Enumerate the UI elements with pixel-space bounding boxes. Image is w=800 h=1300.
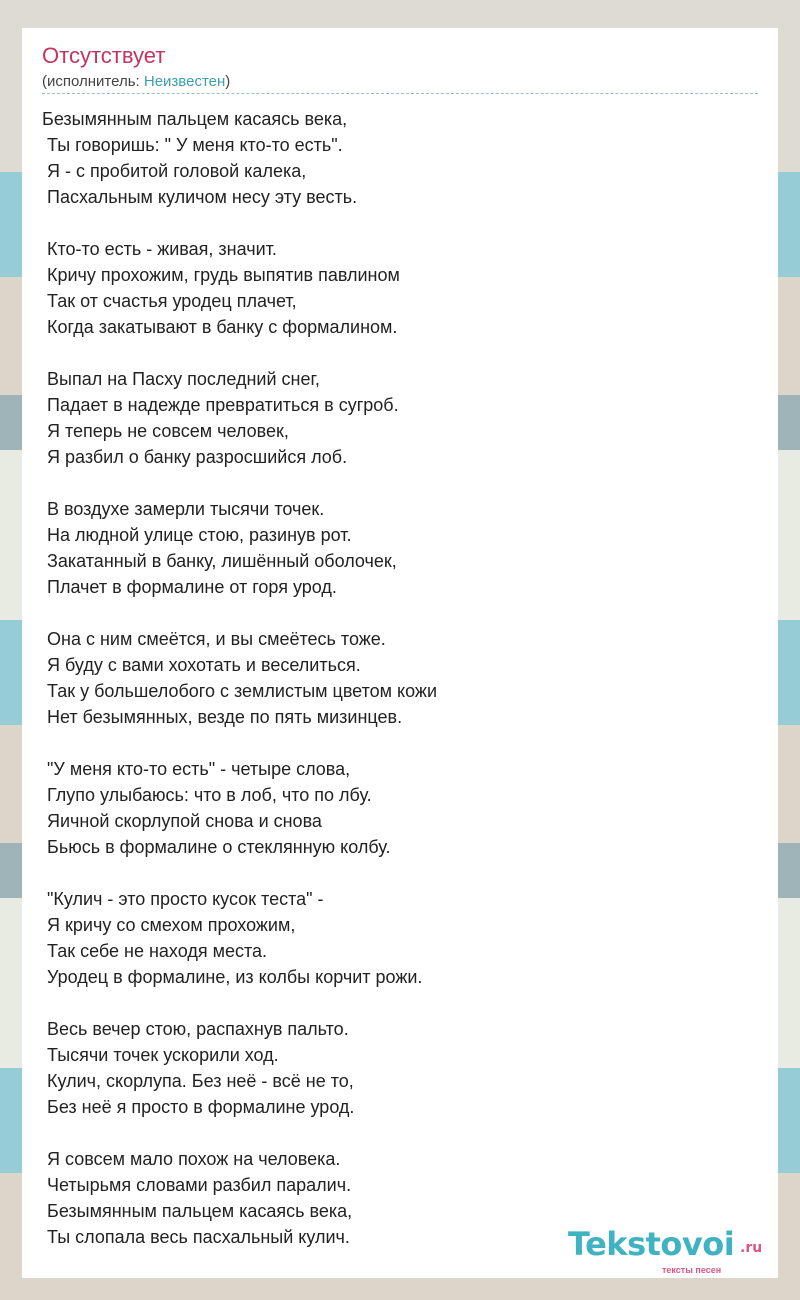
artist-label: (исполнитель:: [42, 73, 144, 90]
lyrics-line: Ты говоришь: " У меня кто-то есть".: [42, 135, 343, 155]
lyrics-line: Так себе не находя места.: [42, 941, 268, 961]
song-title: Отсутствует: [42, 43, 166, 68]
lyrics-line: Бьюсь в формалине о стеклянную колбу.: [42, 837, 391, 857]
lyrics-line: Ты слопала весь пасхальный кулич.: [42, 1227, 350, 1247]
lyrics-stanza: [42, 366, 762, 470]
lyrics-card: [22, 28, 778, 1278]
lyrics-line: Уродец в формалине, из колбы корчит рожи.: [42, 967, 423, 987]
lyrics-line: Тысячи точек ускорили ход.: [42, 1045, 279, 1065]
lyrics-line: Она с ним смеётся, и вы смеётесь тоже.: [42, 629, 386, 649]
lyrics-line: "У меня кто-то есть" - четыре слова,: [42, 759, 351, 779]
artist-close: ): [225, 73, 231, 90]
lyrics-line: Падает в надежде превратиться в сугроб.: [42, 395, 399, 415]
lyrics-stanza: [42, 886, 762, 990]
logo-name: Tekstovoi: [568, 1225, 735, 1263]
lyrics-line: Плачет в формалине от горя урод.: [42, 577, 337, 597]
lyrics-line: Нет безымянных, везде по пять мизинцев.: [42, 707, 403, 727]
lyrics-line: Я теперь не совсем человек,: [42, 421, 289, 441]
lyrics-line: Я разбил о банку разросшийся лоб.: [42, 447, 348, 467]
lyrics-stanza: [42, 106, 762, 210]
lyrics-line: Безымянным пальцем касаясь века,: [42, 109, 348, 129]
lyrics-line: Пасхальным куличом несу эту весть.: [42, 187, 358, 207]
lyrics-stanza: [42, 496, 762, 600]
lyrics-line: Яичной скорлупой снова и снова: [42, 811, 322, 831]
lyrics-line: Кулич, скорлупа. Без неё - всё не то,: [42, 1071, 354, 1091]
lyrics-line: Кричу прохожим, грудь выпятив павлином: [42, 265, 400, 285]
lyrics-line: Так у большелобого с землистым цветом кожи: [42, 681, 437, 701]
lyrics-stanza: [42, 756, 762, 860]
lyrics-line: На людной улице стою, разинув рот.: [42, 525, 352, 545]
logo-tld: .ru: [740, 1240, 763, 1256]
lyrics-line: Без неё я просто в формалине урод.: [42, 1097, 355, 1117]
lyrics-line: Весь вечер стою, распахнув пальто.: [42, 1019, 349, 1039]
lyrics-line: Когда закатывают в банку с формалином.: [42, 317, 398, 337]
lyrics-line: Закатанный в банку, лишённый оболочек,: [42, 551, 397, 571]
lyrics-line: Кто-то есть - живая, значит.: [42, 239, 277, 259]
tekstovoi-logo[interactable]: [568, 1225, 778, 1275]
artist-byline: [42, 73, 230, 90]
lyrics-line: Выпал на Пасху последний снег,: [42, 369, 320, 389]
lyrics-text: [42, 106, 762, 1276]
lyrics-line: Так от счастья уродец плачет,: [42, 291, 297, 311]
lyrics-line: "Кулич - это просто кусок теста" -: [42, 889, 324, 909]
lyrics-line: Четырьмя словами разбил паралич.: [42, 1175, 352, 1195]
lyrics-stanza: [42, 236, 762, 340]
lyrics-line: В воздухе замерли тысячи точек.: [42, 499, 325, 519]
lyrics-line: Я совсем мало похож на человека.: [42, 1149, 341, 1169]
logo-tagline: тексты песен: [662, 1265, 722, 1275]
lyrics-stanza: [42, 1016, 762, 1120]
lyrics-line: Я кричу со смехом прохожим,: [42, 915, 296, 935]
lyrics-line: Безымянным пальцем касаясь века,: [42, 1201, 353, 1221]
lyrics-stanza: [42, 626, 762, 730]
lyrics-line: Я - с пробитой головой калека,: [42, 161, 307, 181]
artist-link[interactable]: Неизвестен: [143, 73, 226, 90]
lyrics-line: Я буду с вами хохотать и веселиться.: [42, 655, 361, 675]
lyrics-line: Глупо улыбаюсь: что в лоб, что по лбу.: [42, 785, 372, 805]
title-divider: [42, 93, 758, 94]
